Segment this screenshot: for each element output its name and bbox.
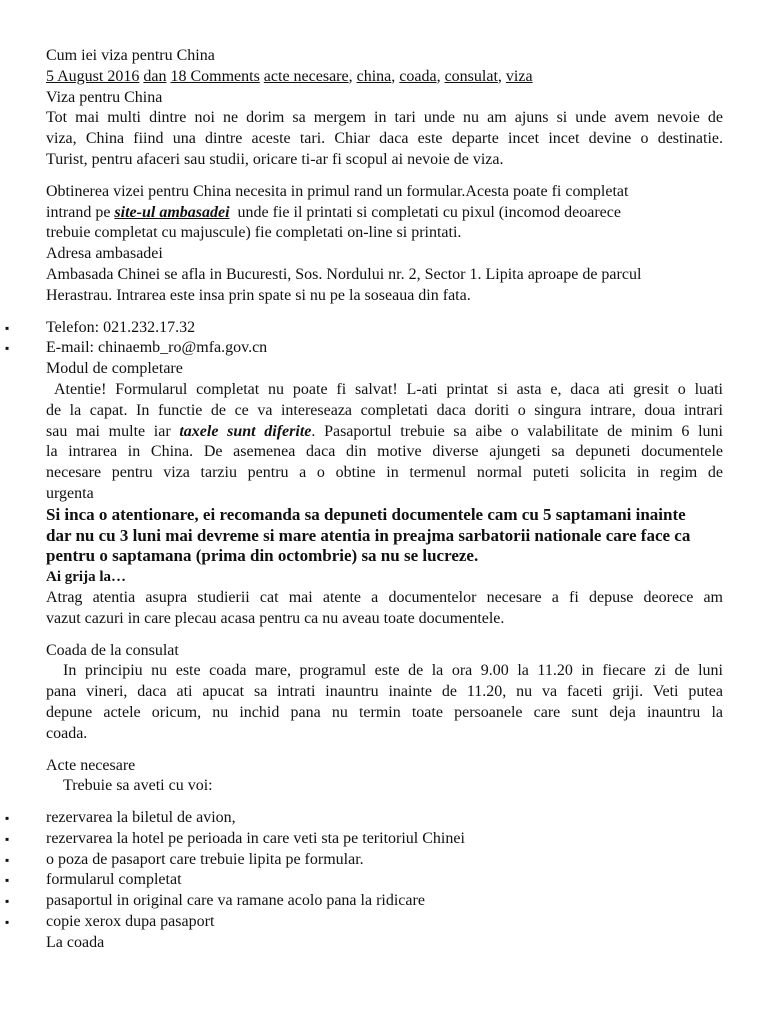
list-item: ▪ o poza de pasaport care trebuie lipita pe formular. [46, 850, 723, 871]
warning-line: pentru o saptamana (prima din octombrie) sa nu se lucreze. [46, 546, 479, 566]
subheading: Ai grija la… [46, 569, 126, 586]
embassy-site-link[interactable] [114, 204, 229, 221]
list-item: ▪ pasaportul in original care va ramane acolo pana la ridicare [46, 891, 723, 912]
contact-list [46, 318, 723, 360]
section-heading: Acte necesare [46, 756, 136, 774]
spacer [46, 630, 723, 641]
paragraph-line: urgenta [46, 484, 94, 502]
text-fragment: sau mai multe iar [46, 422, 180, 440]
embassy-site-link-label: site-ul ambasadei [114, 203, 230, 221]
emphasis-text: taxele sunt diferite [179, 422, 312, 440]
tag-separator: , [348, 67, 357, 85]
paragraph-line: Trebuie sa aveti cu voi: [63, 777, 213, 795]
paragraph-line: de la capat. In functie de ce va intereseaza completati daca doriti o singura intrare, doua intrari [46, 401, 723, 419]
tag-separator: , [436, 67, 445, 85]
list-item: ▪ formularul completat [46, 870, 723, 891]
comments-link[interactable]: 18 Comments [170, 67, 260, 85]
paragraph-line [46, 422, 723, 443]
paragraph-line: Herastrau. Intrarea este insa prin spate si nu pe la soseaua din fata. [46, 286, 471, 304]
post-title: Cum iei viza pentru China [46, 47, 215, 64]
section-heading: Modul de completare [46, 360, 183, 378]
author-link[interactable]: dan [143, 67, 167, 85]
post-date-link[interactable]: 5 August 2016 [46, 67, 140, 85]
spacer [46, 797, 723, 808]
spacer [46, 745, 723, 756]
list-item: ▪ copie xerox dupa pasaport [46, 912, 723, 933]
paragraph-line: viza, China fiind una dintre aceste tari. Chiar daca este departe incet incet devine o destinatie. [46, 130, 723, 148]
tag-link[interactable]: coada [399, 67, 437, 85]
article [46, 46, 723, 954]
paragraph-line: depune actele oricum, nu inchid pana nu termin toate persoanele care sunt deja inauntru la [46, 703, 723, 721]
text-fragment: . Pasaportul trebuie sa aibe o valabilitate de minim 6 luni [311, 422, 724, 440]
paragraph-line: Atrag atentia asupra studierii cat mai atente a documentelor necesare a fi depuse deorece am [46, 588, 723, 606]
paragraph-line: Tot mai multi dintre noi ne dorim sa mergem in tari unde nu am ajuns si unde avem nevoie de [46, 109, 723, 127]
text-fragment: intrand pe [46, 203, 115, 221]
list-item: ▪ rezervarea la hotel pe perioada in care veti sta pe teritoriul Chinei [46, 829, 723, 850]
paragraph-line [46, 203, 723, 224]
paragraph-line: Obtinerea vizei pentru China necesita in primul rand un formular.Acesta poate fi completat [46, 182, 629, 200]
list-item: ▪ rezervarea la biletul de avion, [46, 808, 723, 829]
spacer [46, 171, 723, 182]
tag-separator: , [391, 67, 400, 85]
warning-line: Si inca o atentionare, ei recomanda sa depuneti documentele cam cu 5 saptamani inainte [46, 504, 686, 524]
paragraph-line: vazut cazuri in care plecau acasa pentru ca nu aveau toate documentele. [46, 609, 505, 627]
paragraph-line: Ambasada Chinei se afla in Bucuresti, Sos. Nordului nr. 2, Sector 1. Lipita aproape de parcul [46, 265, 642, 283]
paragraph-line: coada. [46, 724, 88, 742]
paragraph-line: trebuie completat cu majuscule) fie completati on-line si printati. [46, 224, 462, 242]
contact-phone: ▪ Telefon: 021.232.17.32 [46, 318, 723, 339]
warning-line: dar nu cu 3 luni mai devreme si mare atentia in preajma sarbatorii nationale care face ca [46, 525, 691, 545]
tag-separator: , [497, 67, 506, 85]
section-heading: Viza pentru China [46, 88, 163, 106]
contact-email: ▪ E-mail: chinaemb_ro@mfa.gov.cn [46, 338, 723, 359]
tag-link[interactable]: china [356, 67, 392, 85]
section-heading: La coada [46, 933, 105, 951]
tag-link[interactable]: acte necesare [263, 67, 349, 85]
text-fragment: unde fie il printati si completati cu pixul (incomod deoarece [229, 203, 621, 221]
paragraph-line: Turist, pentru afaceri sau studii, oricare ti-ar fi scopul ai nevoie de viza. [46, 150, 504, 168]
tag-link[interactable]: viza [505, 67, 533, 85]
paragraph-line: In principiu nu este coada mare, programul este de la ora 9.00 la 11.20 in fiecare zi de luni [63, 662, 723, 680]
tag-link[interactable]: consulat [444, 67, 498, 85]
post-meta [46, 67, 723, 88]
section-heading: Coada de la consulat [46, 641, 179, 659]
paragraph-line: necesare pentru viza tarziu pentru a o obtine in termenul normal puteti solicita in regim de [46, 464, 723, 482]
section-heading: Adresa ambasadei [46, 245, 163, 263]
paragraph-line: la intrarea in China. De asemenea daca din motive diverse ajungeti sa depuneti documentele [46, 443, 723, 461]
spacer [46, 307, 723, 318]
required-documents-list [46, 808, 723, 933]
paragraph-line: pana vineri, daca ati apucat sa intrati inauntru inainte de 11.20, nu va faceti griji. Veti putea [46, 683, 723, 701]
paragraph-line: Atentie! Formularul completat nu poate fi salvat! L-ati printat si asta e, daca ati gresit o luati [54, 380, 723, 398]
